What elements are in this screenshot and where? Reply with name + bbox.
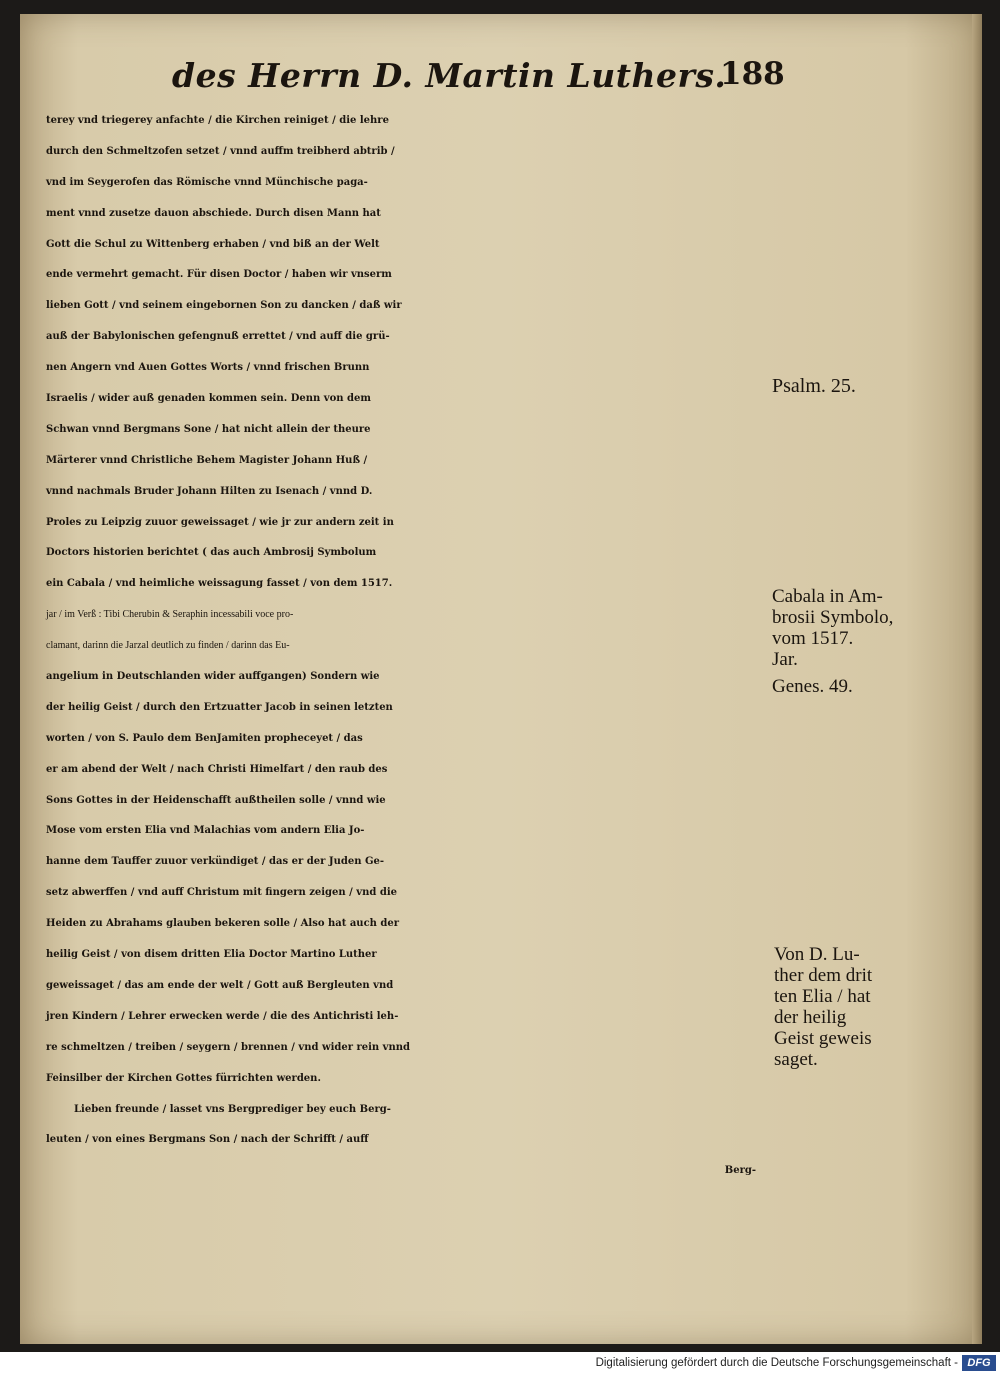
page-number: 188	[720, 56, 785, 92]
text-line: Feinsilber der Kirchen Gottes fürrichten werden.	[46, 1072, 321, 1084]
text-line: terey vnd triegerey anfachte / die Kirchen reiniget / die lehre	[46, 115, 389, 126]
dfg-logo[interactable]: DFG	[962, 1355, 996, 1371]
text-line: auß der Babylonischen gefengnuß errettet / vnd auff die grü-	[46, 331, 390, 343]
margin-note-line: Geist geweis	[774, 1028, 872, 1049]
text-line: vnnd nachmals Bruder Johann Hilten zu Isenach / vnnd D.	[46, 485, 373, 497]
margin-note-line: Cabala in Am-	[772, 586, 883, 607]
margin-note-line: vom 1517.	[772, 628, 854, 649]
text-line: Doctors historien berichtet ( das auch Ambrosij Symbolum	[46, 547, 377, 559]
text-line: jren Kindern / Lehrer erwecken werde / die des Antichristi leh-	[46, 1010, 399, 1022]
margin-note-line: ther dem drit	[774, 965, 873, 986]
text-line: setz abwerffen / vnd auff Christum mit fingern zeigen / vnd die	[46, 887, 397, 899]
text-line: ein Cabala / vnd heimliche weissagung fasset / von dem 1517.	[46, 578, 393, 590]
text-line: er am abend der Welt / nach Christi Himelfart / den raub des	[46, 763, 388, 775]
text-line: jar / im Verß : Tibi Cherubin & Seraphin incessabili voce pro-	[46, 609, 294, 621]
book-page	[20, 14, 982, 1344]
margin-note-line: Jar.	[772, 649, 798, 670]
margin-note-psalm: Psalm. 25.	[772, 375, 856, 397]
margin-note-line: saget.	[774, 1049, 818, 1070]
text-line: angelium in Deutschlanden wider auffgangen) Sondern wie	[46, 671, 380, 683]
text-line: der heilig Geist / durch den Ertzuatter Jacob in seinen letzten	[46, 701, 393, 713]
funding-credit: Digitalisierung gefördert durch die Deutsche Forschungsgemeinschaft -	[595, 1357, 958, 1369]
text-line: leuten / von eines Bergmans Son / nach der Schrifft / auff	[46, 1134, 369, 1146]
text-line: Lieben freunde / lasset vns Bergprediger bey euch Berg-	[74, 1103, 391, 1115]
text-line: hanne dem Tauffer zuuor verkündiget / das er der Juden Ge-	[46, 856, 384, 868]
body-text	[46, 106, 796, 1187]
margin-note-luther	[774, 944, 872, 1070]
text-line: ende vermehrt gemacht. Für disen Doctor / haben wir vnserm	[46, 269, 392, 281]
text-line: Proles zu Leipzig zuuor geweissaget / wie jr zur andern zeit in	[46, 516, 394, 528]
text-line: lieben Gott / vnd seinem eingebornen Son zu dancken / daß wir	[46, 300, 402, 312]
margin-note-cabala	[772, 586, 893, 670]
text-line: re schmeltzen / treiben / seygern / brennen / vnd wider rein vnnd	[46, 1041, 410, 1053]
page-edge	[972, 14, 982, 1344]
margin-note-line: der heilig	[774, 1007, 847, 1028]
footer-bar	[0, 1352, 1000, 1376]
text-line: nen Angern vnd Auen Gottes Worts / vnnd frischen Brunn	[46, 362, 370, 374]
margin-note-line: ten Elia / hat	[774, 986, 871, 1007]
margin-note-line: brosii Symbolo,	[772, 607, 894, 628]
text-line: Märterer vnnd Christliche Behem Magister Johann Huß /	[46, 454, 368, 466]
catchword: Berg-	[724, 1165, 756, 1177]
text-line: ment vnnd zusetze dauon abschiede. Durch disen Mann hat	[46, 207, 381, 219]
text-line: geweissaget / das am ende der welt / Gott auß Bergleuten vnd	[46, 979, 394, 991]
text-line: Gott die Schul zu Wittenberg erhaben / vnd biß an der Welt	[46, 238, 380, 250]
text-line: worten / von S. Paulo dem BenJamiten propheceyet / das	[46, 732, 363, 744]
text-line: Mose vom ersten Elia vnd Malachias vom andern Elia Jo-	[46, 825, 365, 837]
margin-note-line: Von D. Lu-	[774, 944, 860, 965]
text-line: Schwan vnnd Bergmans Sone / hat nicht allein der theure	[46, 423, 371, 435]
text-line: Sons Gottes in der Heidenschafft außtheilen solle / vnnd wie	[46, 794, 386, 806]
text-line: Israelis / wider auß genaden kommen sein. Denn von dem	[46, 393, 371, 405]
text-line: clamant, darinn die Jarzal deutlich zu finden / darinn das Eu-	[46, 640, 290, 652]
text-line: vnd im Seygerofen das Römische vnnd Münchische paga-	[46, 176, 368, 188]
running-title: des Herrn D. Martin Luthers.	[172, 56, 727, 95]
margin-note-genes: Genes. 49.	[772, 676, 853, 697]
text-line: Heiden zu Abrahams glauben bekeren solle / Also hat auch der	[46, 918, 400, 930]
text-line: durch den Schmeltzofen setzet / vnnd auffm treibherd abtrib /	[46, 145, 395, 157]
text-line: heilig Geist / von disem dritten Elia Doctor Martino Luther	[46, 949, 377, 961]
